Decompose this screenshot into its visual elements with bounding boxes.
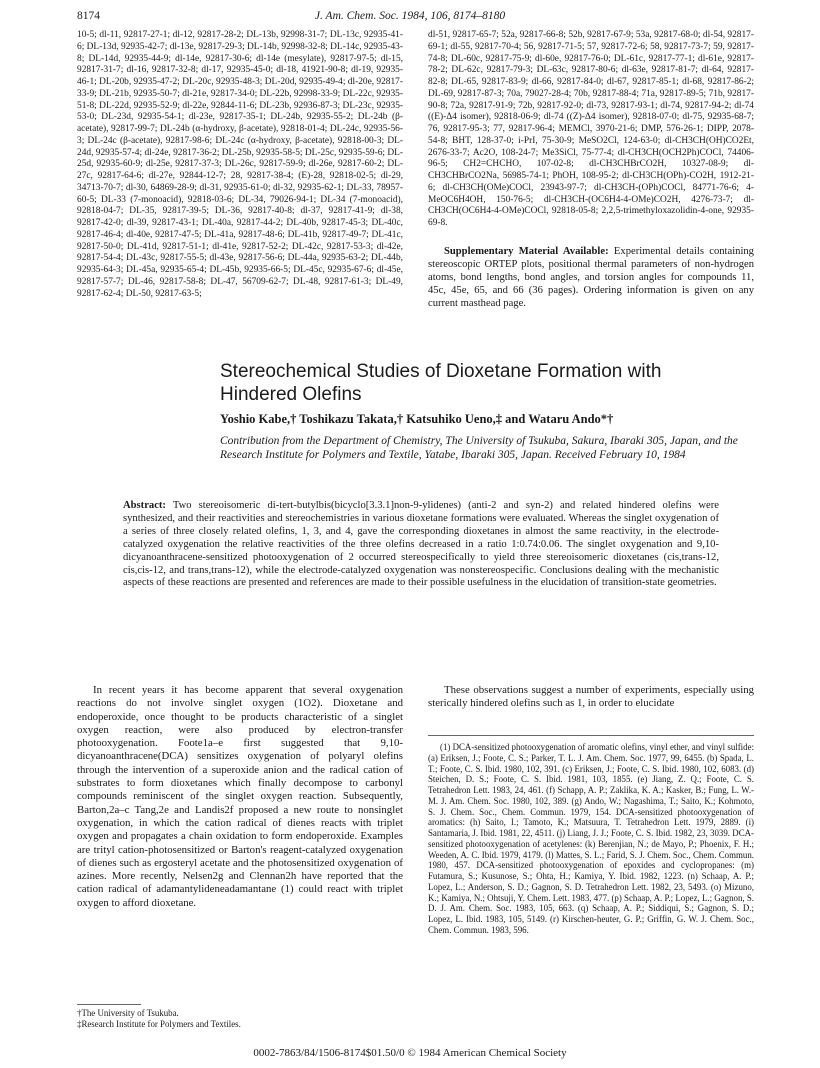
article-affiliation: Contribution from the Department of Chemistry, The University of Tsukuba, Sakura, Ibaraki 305, Japan, and the Research Institute for Polymers and Textile, Yatabe, Ibaraki 305, Japan. Received February 10, 1984 <box>220 435 738 461</box>
references-rule <box>428 735 754 736</box>
references: (1) DCA-sensitized photooxygenation of aromatic olefins, vinyl ether, and vinyl sulfide: (a) Eriksen, J.; Foote, C. S.; Parker, T. L. J. Am. Chem. Soc. 1977, 99, 6455. (b) Spada, L. T.; Foote, C. S. Ibid. 1980, 102, 391. (c) Eriksen, J.; Foote, C. S. Ibid. 1980, 102, 6083. (d) Steichen, D. S.; Foote, C. S. Ibid. 1981, 103, 1855. (e) Jiang, Z. Q.; Foote, C. S. Tetrahedron Lett. 1983, 24, 461. (f) Schapp, A. P.; Zaklika, K. A.; Kasker, B.; Fung, L. W.-M. J. Am. Chem. Soc. 1980, 102, 389. (g) Ando, W.; Nagashima, T.; Saito, K.; Kohmoto, S. J. Chem. Soc., Chem. Commun. 1979, 154. DCA-sensitized photooxygenation of aromatics: (h) Saito, I.; Tamoto, K.; Matsuura, T. Tetrahedron Lett. 1979, 2889. (i) Santamaria, J. Ibid. 1981, 22, 4511. (j) Liang, J. J.; Foote, C. S. Ibid. 1982, 23, 3039. DCA-sensitized photooxygenation of acetylenes: (k) Berenjian, N.; de Mayo, P.; Phoenix, F. H.; Weeden, A. C. Ibid. 1979, 4179. (l) Mattes, S. L.; Farid, S. J. Chem. Soc., Chem. Commun. 1980, 457. DCA-sensitized photooxygenation of epoxides and cyclopropanes: (m) Futamura, S.; Kusunose, S.; Ohta, H.; Kamiya, Y. Ibid. 1982, 1223. (n) Schaap, A. P.; Lopez, L.; Anderson, S. D.; Gagnon, S. D. Tetrahedron Lett. 1982, 23, 5493. (o) Mizuno, K.; Kamiya, N.; Ohtsuji, Y. Chem. Lett. 1983, 477. (p) Schaap, A. P.; Lopez, L.; Gagnon, S. D. J. Am. Chem. Soc. 1983, 105, 663. (q) Schaap, A. P.; Siddiqui, S.; Gagnon, S. D.; Lopez, L. Ibid. 1983, 105, 5149. (r) Kirschen-heuter, G. P.; Griffin, G. W. J. Chem. Soc., Chem. Commun. 1983, 596. <box>428 742 754 935</box>
supplementary-text: Experimental details containing stereoscopic ORTEP plots, positional thermal parameters of non-hydrogen atoms, bond lengths, bond angles, and torsion angles for compounds 11, 45c, 45e, 65, and 66 (36 pages). Ordering information is given on any current masthead page. <box>428 246 754 309</box>
abstract-label: Abstract: <box>123 500 166 511</box>
supplementary-heading: Supplementary Material Available: <box>444 246 609 257</box>
body-paragraph-right: These observations suggest a number of experiments, especially using sterically hindered olefins such as 1, in order to elucidate <box>428 684 754 710</box>
page-footer: 0002-7863/84/1506-8174$01.50/0 © 1984 American Chemical Society <box>253 1047 567 1059</box>
article-title: Stereochemical Studies of Dioxetane Formation with Hindered Olefins <box>220 361 662 405</box>
footnote-affil-1: †The University of Tsukuba. <box>77 1008 179 1018</box>
abstract <box>123 500 719 590</box>
supplementary-material <box>428 245 754 310</box>
affiliation-footnotes <box>77 1008 403 1030</box>
registry-list-right: dl-51, 92817-65-7; 52a, 92817-66-8; 52b, 92817-67-9; 53a, 92817-68-0; dl-54, 92817-69-1; dl-55, 92817-70-4; 56, 92817-71-5; 57, 92817-72-6; 58, 92817-73-7; 59, 92817-74-8; DL-60c, 92817-75-9; dl-60e, 92817-76-0; DL-61c, 92817-77-1; dl-61e, 92817-78-2; DL-62c, 92817-79-3; DL-63c, 92817-80-6; dl-63e, 92817-81-7; dl-64, 92817-82-8; DL-65, 92817-83-9; dl-66, 92817-84-0; dl-67, 92817-85-1; dl-68, 92817-86-2; DL-69, 92817-87-3; 70a, 79027-28-4; 70b, 92817-88-4; 71a, 92817-89-5; 71b, 92817-90-8; 72a, 92817-91-9; 72b, 92817-92-0; dl-73, 92817-93-1; dl-74, 92817-94-2; dl-74 ((E)-Δ4 isomer), 92818-06-9; dl-74 ((Z)-Δ4 isomer), 92818-07-0; dl-75, 92935-68-7; 76, 92817-95-3; 77, 92817-96-4; MEMCl, 3970-21-6; DMP, 576-26-1; DIPP, 2078-54-8; BHT, 128-37-0; i-PrI, 75-30-9; MeSO2Cl, 124-63-0; dl-CH3CH(OH)CO2Et, 2676-33-7; Ac2O, 108-24-7; Me3SiCl, 75-77-4; dl-CH3CH(OCH2Ph)COCl, 74406-96-5; CH2=CHCHO, 107-02-8; dl-CH3CHBrCO2H, 10327-08-9; dl-CH3CHBrCO2Na, 56985-74-1; PhOH, 108-95-2; dl-CH3CH(OPh)-CO2H, 1912-21-6; dl-CH3CH(OMe)COCl, 23943-97-7; dl-CH3CH-(OPh)COCl, 84771-76-6; 4-MeOC6H4OH, 150-76-5; dl-CH3CH-(OC6H4-4-OMe)CO2H, 4276-73-7; dl-CH3CH(OC6H4-4-OMe)COCl, 92818-05-8; 2,2,5-trimethyloxazolidin-4-one, 92935-69-8. <box>428 30 754 228</box>
page-number: 8174 <box>77 10 100 22</box>
body-paragraph-left: In recent years it has become apparent that several oxygenation reactions do not involve singlet oxygen (1O2). Dioxetane and endoperoxide, once thought to be products characteristic of a singlet oxygen reaction, were also produced by electron-transfer photooxygenation. Foote1a–e first suggested that 9,10-dicyanoanthracene(DCA) sensitizes oxygenation of polyaryl olefins through the intervention of a superoxide anion and the radical cation of substrates to form dioxetanes which finally decompose to carbonyl compounds reminiscent of the singlet oxygen reaction. Subsequently, Barton,2a–c Tang,2e and Landis2f proposed a new route to nonsinglet oxygenation, in which the cation radical of dienes reacts with triplet oxygen and propagates a chain oxidation to form endoperoxide. Examples are trityl cation-photosensitized or Barton's reagent-catalyzed oxygenation of dienes such as ergosteryl acetate and the photosensitized oxygenation of azines. More recently, Nelsen2g and Clennan2h have reported that the cation radical of adamantylideneadamantane (1) could react with triplet oxygen to afford dioxetane. <box>77 684 403 909</box>
article-authors: Yoshio Kabe,† Toshikazu Takata,† Katsuhiko Ueno,‡ and Wataru Ando*† <box>220 412 614 426</box>
footnote-rule-left <box>77 1004 141 1005</box>
footnote-affil-2: ‡Research Institute for Polymers and Textiles. <box>77 1018 241 1029</box>
registry-list-left: 10-5; dl-11, 92817-27-1; dl-12, 92817-28-2; DL-13b, 92998-31-7; DL-13c, 92935-41-6; DL-13d, 92935-42-7; dl-13e, 92817-29-3; DL-14b, 92998-32-8; DL-14c, 92935-43-8; DL-14d, 92935-44-9; dl-14e, 92817-30-6; dl-14e (mesylate), 92817-97-5; dl-15, 92817-31-7; dl-16, 92817-32-8; dl-17, 92935-45-0; dl-18, 41921-90-8; dl-19, 92935-46-1; DL-20b, 92935-47-2; DL-20c, 92935-48-3; DL-20d, 92935-49-4; dl-20e, 92817-33-9; DL-21b, 92935-50-7; dl-21e, 92817-34-0; DL-22b, 92998-33-9; DL-22c, 92935-51-8; DL-22d, 92935-52-9; dl-22e, 92844-11-6; DL-23b, 92936-87-3; DL-23c, 92935-53-0; DL-23d, 92935-54-1; dl-23e, 92817-35-1; DL-24b, 92935-55-2; DL-24b (β-acetate), 92817-99-7; DL-24b (α-hydroxy, β-acetate), 92818-01-4; DL-24c, 92935-56-3; DL-24c (β-acetate), 92817-98-6; DL-24c (α-hydroxy, β-acetate), 92818-00-3; DL-24d, 92935-57-4; dl-24e, 92817-36-2; DL-25b, 92935-58-5; DL-25c, 92935-59-6; DL-25d, 92935-60-9; dl-25e, 92817-37-3; DL-26c, 92817-59-9; dl-26e, 92817-60-2; DL-27c, 92817-64-6; dl-27e, 92844-12-7; 28, 92817-38-4; (E)-28, 92818-02-5; dl-29, 34713-70-7; dl-30, 64869-28-9; dl-31, 92935-61-0; dl-32, 92935-62-1; DL-33, 78957-60-5; DL-33 (7-monoacid), 92818-03-6; DL-34, 79026-94-1; DL-34 (7-monoacid), 92818-04-7; DL-35, 92817-39-5; DL-36, 92817-40-8; dl-37, 92817-41-9; dl-38, 92817-42-0; dl-39, 92817-43-1; DL-40a, 92817-44-2; DL-40b, 92817-45-3; DL-40c, 92817-46-4; dl-40e, 92817-47-5; DL-41a, 92817-48-6; DL-41b, 92817-49-7; DL-41c, 92817-50-0; DL-41d, 92817-51-1; dl-41e, 92817-52-2; DL-42c, 92817-53-3; dl-42e, 92817-54-4; DL-43c, 92817-55-5; dl-43e, 92817-56-6; DL-44a, 92935-63-2; DL-44b, 92935-64-3; DL-45a, 92935-65-4; DL-45b, 92935-66-5; DL-45c, 92935-67-6; dl-45e, 92817-57-7; DL-46, 92817-58-8; DL-47, 56709-62-7; DL-48, 92817-61-3; DL-49, 92817-62-4; DL-50, 92817-63-5; <box>77 30 403 299</box>
abstract-text: Two stereoisomeric di-tert-butylbis(bicyclo[3.3.1]non-9-ylidenes) (anti-2 and syn-2) and related hindered olefins were synthesized, and their reactivities and stereochemistries in various dioxetane formations were evaluated. Whereas the singlet oxygenation of a series of three closely related olefins, 1, 3, and 4, gave the corresponding dioxetanes in almost the same reactivity, in the electrode-catalyzed oxygenation the relative reactivities of the three olefins decreased in a ratio 1:0.74:0.06. The singlet oxygenation and 9,10-dicyanoanthracene-sensitized photooxygenation of 2 occurred stereospecifically to yield three stereoisomeric dioxetanes (cis,trans-12, cis,cis-12, and trans,trans-12), while the electrode-catalyzed oxygenation was nonstereospecific. Conclusions dealing with the mechanistic aspects of these reactions are presented and references are made to their possible usefulness in the elucidation of transition-state geometries. <box>123 500 719 589</box>
journal-header: J. Am. Chem. Soc. 1984, 106, 8174–8180 <box>314 10 506 22</box>
